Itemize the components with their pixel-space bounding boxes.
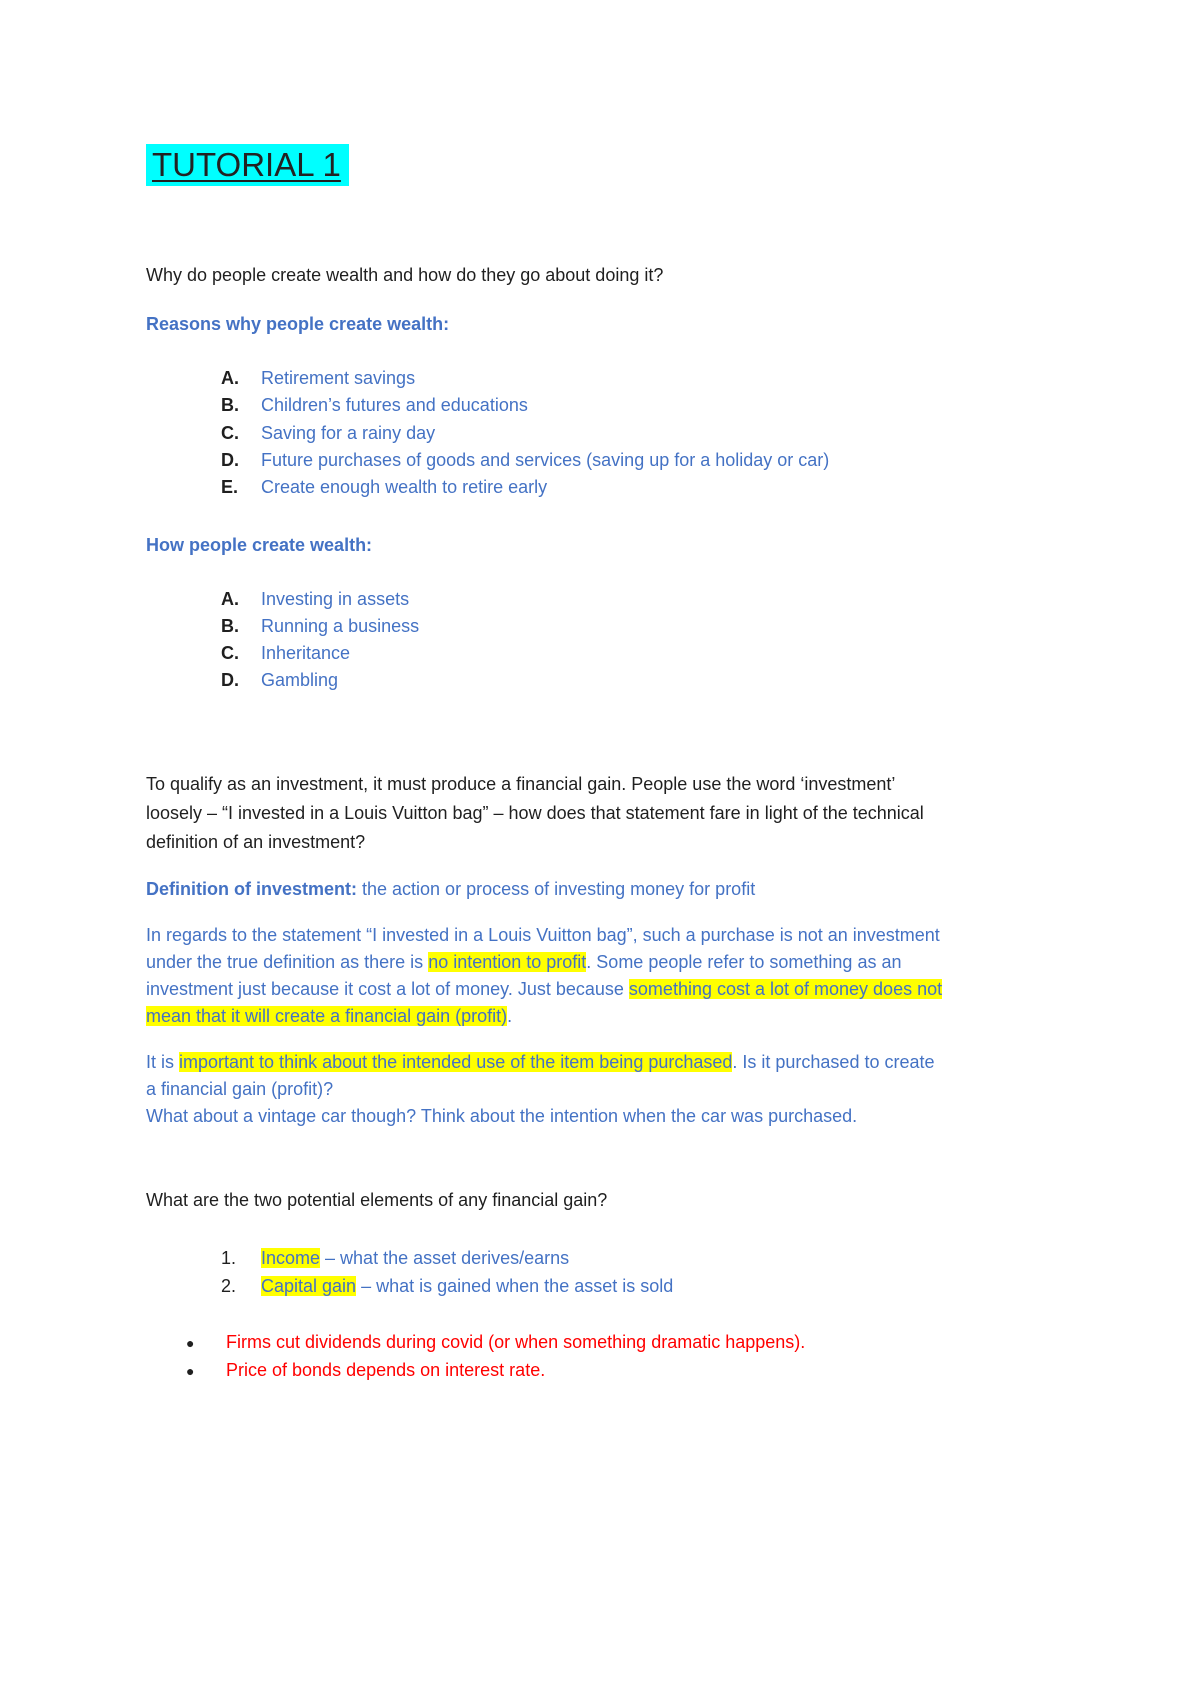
list-item: D. Gambling (221, 670, 339, 690)
bullet-icon: ● (186, 1363, 195, 1379)
highlight: mean that it will create a financial gain (profit) (146, 1006, 508, 1026)
regards-line-2: under the true definition as there is no intention to profit. Some people refer to something as an (146, 952, 902, 972)
regards-line-1: In regards to the statement “I invested in a Louis Vuitton bag”, such a purchase is not an investment (146, 925, 940, 945)
qualify-line-1: To qualify as an investment, it must produce a financial gain. People use the word ‘investment’ (146, 774, 896, 794)
list-item: ● Firms cut dividends during covid (or when something dramatic happens). (186, 1330, 805, 1355)
list-item: C. Inheritance (221, 643, 351, 663)
regards-line-3: investment just because it cost a lot of money. Just because something cost a lot of money does not (146, 979, 943, 999)
list-item: E. Create enough wealth to retire early (221, 477, 548, 497)
important-line-1: It is important to think about the intended use of the item being purchased. Is it purchased to create (146, 1052, 935, 1072)
definition-line (146, 877, 755, 901)
definition-label: Definition of investment: (146, 879, 357, 899)
list-item: D. Future purchases of goods and services (saving up for a holiday or car) (221, 450, 830, 470)
definition-text: the action or process of investing money for profit (357, 879, 756, 899)
how-heading: How people create wealth: (146, 535, 373, 555)
important-line-3: What about a vintage car though? Think about the intention when the car was purchased. (146, 1106, 858, 1126)
highlight: Capital gain (261, 1276, 357, 1296)
list-item: B. Children’s futures and educations (221, 395, 528, 415)
list-item: C. Saving for a rainy day (221, 423, 436, 443)
list-item: A. Retirement savings (221, 368, 416, 388)
highlight: something cost a lot of money does not (628, 979, 943, 999)
qualify-line-3: definition of an investment? (146, 832, 366, 852)
bullet-icon: ● (186, 1335, 195, 1351)
list-item: B. Running a business (221, 616, 420, 636)
question-elements: What are the two potential elements of any financial gain? (146, 1190, 608, 1210)
highlight: important to think about the intended use of the item being purchased (179, 1052, 733, 1072)
regards-line-4: mean that it will create a financial gain (profit). (146, 1006, 513, 1026)
highlight: Income (261, 1248, 321, 1268)
important-line-2: a financial gain (profit)? (146, 1079, 334, 1099)
question-why-wealth: Why do people create wealth and how do they go about doing it? (146, 265, 664, 285)
list-item: 2. Capital gain – what is gained when the asset is sold (221, 1276, 674, 1296)
list-item: A. Investing in assets (221, 589, 410, 609)
reasons-heading: Reasons why people create wealth: (146, 314, 450, 334)
page-title: TUTORIAL 1 (146, 144, 349, 186)
list-item: 1. Income – what the asset derives/earns (221, 1248, 570, 1268)
qualify-line-2: loosely – “I invested in a Louis Vuitton bag” – how does that statement fare in light of the technical (146, 803, 924, 823)
highlight: no intention to profit (428, 952, 587, 972)
list-item: ● Price of bonds depends on interest rate. (186, 1358, 545, 1383)
